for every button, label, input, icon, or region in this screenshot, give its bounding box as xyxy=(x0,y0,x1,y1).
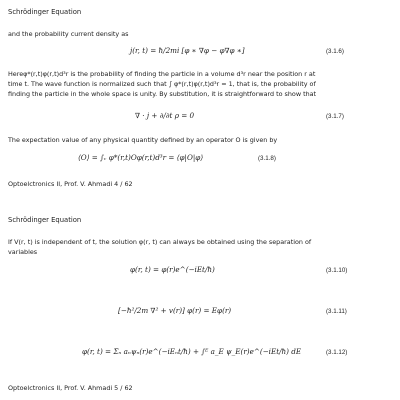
slide2-heading: Schrödinger Equation xyxy=(8,216,82,224)
slide1-paragraph1-line1: Hereφ*(r,t)φ(r,t)d³r is the probability of finding the particle in a volume d³r near the position r at xyxy=(8,70,316,78)
slide2-paragraph1-line1: If V(r, t) is independent of t, the solution φ(r, t) can always be obtained using the separation of xyxy=(8,238,312,246)
slide2-footer: Optoelctronics II, Prof. V. Ahmadi 5 / 62 xyxy=(8,384,133,392)
slide2-eq-3-1-10: φ(r, t) = φ(r)e^(−iEt/ħ) xyxy=(130,265,215,274)
slide1-eq-3-1-6: j(r, t) = ħ/2mi [φ ∗ ∇φ − φ∇φ ∗] xyxy=(130,46,245,55)
slide1-eq-3-1-7-number: (3.1.7) xyxy=(326,113,344,120)
slide1-paragraph1-line2: time t. The wave function is normalized such that ∫ φ*(r,t)φ(r,t)d³r = 1, that is, the probability of xyxy=(8,80,316,88)
slide1-intro: and the probability current density as xyxy=(8,30,129,38)
slide2-eq-3-1-10-number: (3.1.10) xyxy=(326,267,348,274)
slide2-eq-3-1-12-number: (3.1.12) xyxy=(326,349,348,356)
slide2-eq-3-1-11-number: (3.1.11) xyxy=(326,308,347,315)
slide2-eq-3-1-12: φ(r, t) = Σₙ aₙψₙ(r)e^(−iEₙt/ħ) + ∫ᴱ a_E ψ_E(r)e^(−iEt/ħ) dE xyxy=(82,347,302,356)
slide1-footer: Optoelctronics II, Prof. V. Ahmadi 4 / 62 xyxy=(8,180,133,188)
slide1-heading: Schrödinger Equation xyxy=(8,8,82,16)
slide1-paragraph2: The expectation value of any physical quantity defined by an operator O is given by xyxy=(8,136,278,144)
slide2-eq-3-1-11: [−ħ²/2m ∇² + v(r)] φ(r) = Eφ(r) xyxy=(118,306,232,315)
slide1-eq-3-1-7: ∇ · j + ∂/∂t ρ = 0 xyxy=(135,111,195,120)
slide1-eq-3-1-8: ⟨O⟩ = ∫ᵥ φ*(r,t)Oφ(r,t)d³r = ⟨φ|O|φ⟩ xyxy=(78,153,204,162)
slide2-paragraph1-line2: variables xyxy=(8,248,38,256)
slide1-paragraph1-line3: finding the particle in the whole space is unity. By substitution, it is straightforward to show that xyxy=(8,90,317,98)
slide1-eq-3-1-6-number: (3.1.6) xyxy=(326,48,344,55)
slide1-eq-3-1-8-number: (3.1.8) xyxy=(258,155,276,162)
